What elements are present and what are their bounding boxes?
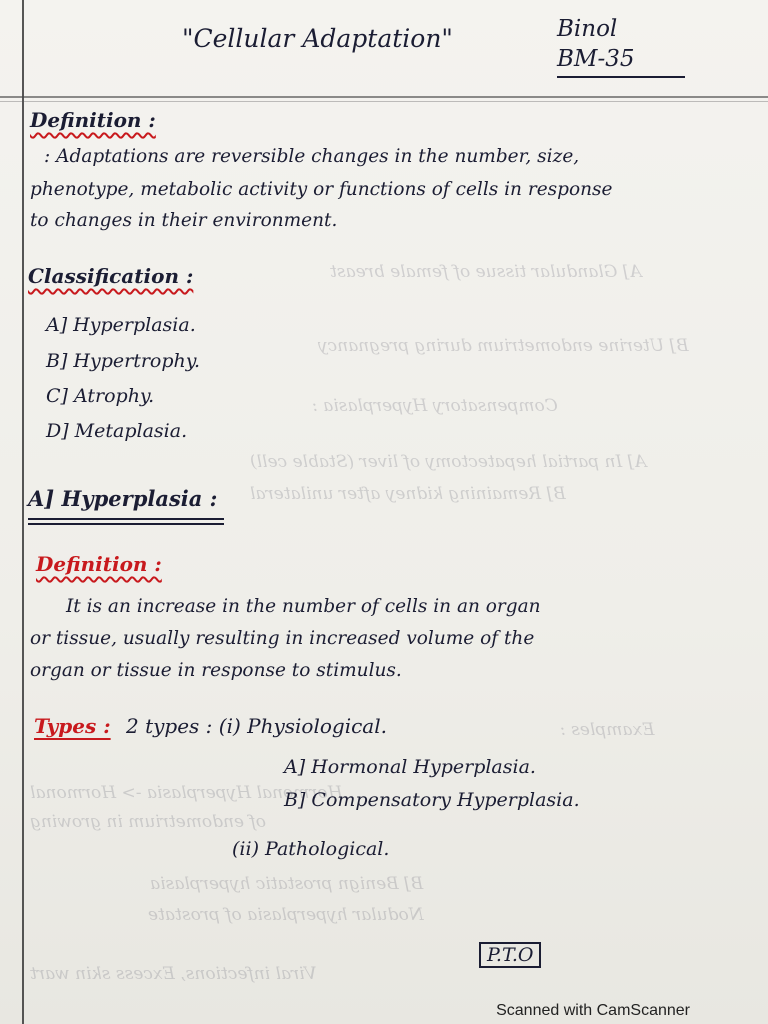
types-intro: 2 types : (i) Physiological. xyxy=(126,714,387,738)
show-through-text: Examples : xyxy=(560,720,655,740)
page-title: "Cellular Adaptation" xyxy=(182,24,453,53)
show-through-text: B] Uterine endometrium during pregnancy xyxy=(318,336,689,356)
show-through-text: A] Glandular tissue of female breast xyxy=(330,262,642,282)
definition-line-3: to changes in their environment. xyxy=(30,210,338,231)
classification-item-metaplasia: D] Metaplasia. xyxy=(46,420,188,442)
hyperplasia-heading: A] Hyperplasia : xyxy=(28,486,218,511)
show-through-text: A] In partial hepatectomy of liver (Stable cell) xyxy=(250,452,647,472)
classification-item-hyperplasia: A] Hyperplasia. xyxy=(46,314,196,336)
margin-line xyxy=(22,0,24,1024)
classification-item-atrophy: C] Atrophy. xyxy=(46,385,155,407)
show-through-text: B] Remaining kidney after unilateral xyxy=(250,484,566,504)
hyperplasia-definition-line-2: or tissue, usually resulting in increased volume of the xyxy=(30,628,535,649)
header-rule-secondary xyxy=(0,101,768,102)
hyperplasia-definition-heading: Definition : xyxy=(36,552,162,576)
definition-line-2: phenotype, metabolic activity or functions of cells in response xyxy=(30,179,613,200)
hyperplasia-definition-line-1: It is an increase in the number of cells in an organ xyxy=(66,596,541,617)
hyperplasia-underline xyxy=(28,518,224,520)
types-heading: Types : xyxy=(34,714,111,738)
show-through-text: Compensatory Hyperplasia : xyxy=(312,396,558,416)
author-underline xyxy=(557,76,685,78)
classification-heading: Classification : xyxy=(28,264,194,288)
header-rule xyxy=(0,96,768,98)
pto-label: P.T.O xyxy=(479,942,541,968)
definition-line-1: : Adaptations are reversible changes in the number, size, xyxy=(44,146,580,167)
author-name: Binol xyxy=(557,16,618,42)
author-block xyxy=(557,14,635,74)
hyperplasia-definition-line-3: organ or tissue in response to stimulus. xyxy=(30,660,402,681)
show-through-text: Hormonal Hyperplasia -> Hormonal xyxy=(30,783,343,803)
physiological-item-compensatory: B] Compensatory Hyperplasia. xyxy=(284,789,580,811)
show-through-text: B] Benign prostatic hyperplasia xyxy=(150,874,424,894)
definition-heading: Definition : xyxy=(30,108,156,132)
classification-item-hypertrophy: B] Hypertrophy. xyxy=(46,350,201,372)
show-through-text: Nodular hyperplasia of prostate xyxy=(148,905,424,925)
author-id: BM-35 xyxy=(557,46,635,72)
physiological-item-hormonal: A] Hormonal Hyperplasia. xyxy=(284,756,536,778)
hyperplasia-underline xyxy=(28,523,224,525)
pathological-heading: (ii) Pathological. xyxy=(232,838,390,860)
show-through-text: Viral infections, Excess skin wart xyxy=(30,964,317,984)
show-through-text: of endometrium in growing xyxy=(30,812,266,832)
camscanner-watermark: Scanned with CamScanner xyxy=(496,1002,690,1019)
